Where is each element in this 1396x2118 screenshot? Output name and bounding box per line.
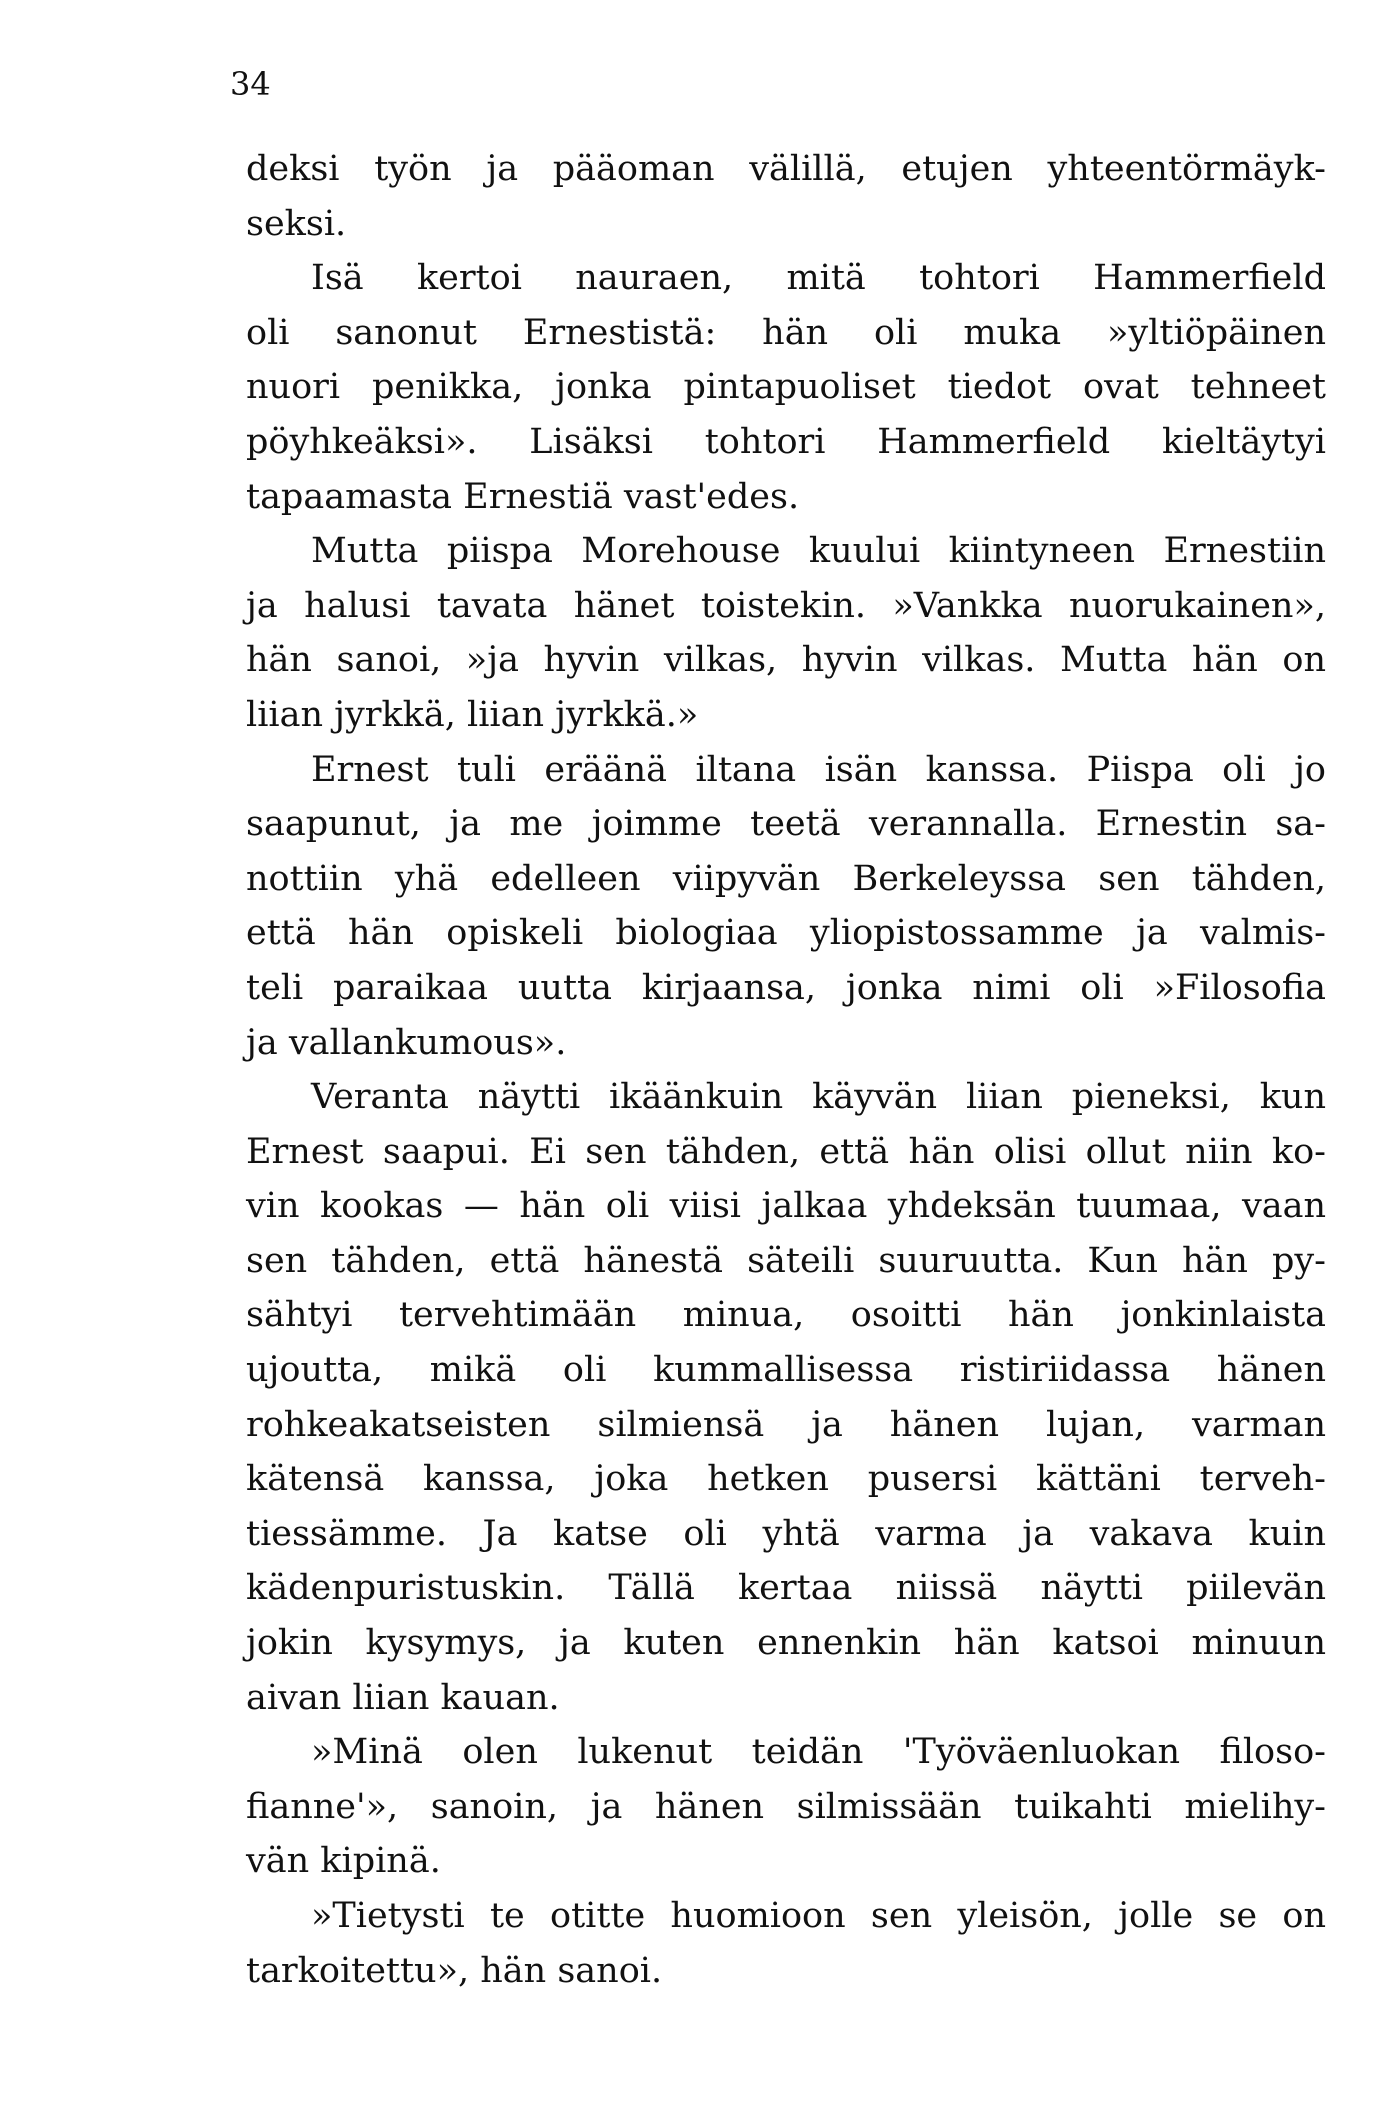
text-line: sähtyi tervehtimään minua, osoitti hän jonkinlaista <box>246 1295 1326 1336</box>
paragraph-3 <box>246 524 1326 742</box>
text-line: deksi työn ja pääoman välillä, etujen yhteentörmäyk- <box>246 149 1326 189</box>
text-line: seksi. <box>246 203 347 244</box>
text-line: vän kipinä. <box>246 1841 441 1882</box>
text-line: fianne'», sanoin, ja hänen silmissään tuikahti mielihy- <box>246 1786 1326 1827</box>
text-line: hän sanoi, »ja hyvin vilkas, hyvin vilkas. Mutta hän on <box>246 640 1326 681</box>
text-line: Ernest saapui. Ei sen tähden, että hän olisi ollut niin ko- <box>246 1131 1326 1172</box>
text-line: »Minä olen lukenut teidän 'Työväenluokan filoso- <box>311 1732 1326 1773</box>
text-line: tiessämme. Ja katse oli yhtä varma ja vakava kuin <box>246 1513 1326 1554</box>
text-line: nuori penikka, jonka pintapuoliset tiedot ovat tehneet <box>246 367 1326 408</box>
text-line: Veranta näytti ikäänkuin käyvän liian pieneksi, kun <box>311 1077 1326 1118</box>
paragraph-1 <box>246 142 1326 251</box>
text-line: saapunut, ja me joimme teetä verannalla. Ernestin sa- <box>246 804 1326 845</box>
text-line: ja halusi tavata hänet toistekin. »Vankka nuorukainen», <box>246 585 1326 626</box>
text-line: Ernest tuli eräänä iltana isän kanssa. Piispa oli jo <box>311 749 1326 790</box>
text-line: Isä kertoi nauraen, mitä tohtori Hammerfield <box>311 258 1326 299</box>
paragraph-7 <box>246 1889 1326 1998</box>
text-line: Mutta piispa Morehouse kuului kiintyneen Ernestiin <box>311 531 1326 572</box>
text-line: rohkeakatseisten silmiensä ja hänen lujan, varman <box>246 1404 1326 1445</box>
paragraph-6 <box>246 1725 1326 1889</box>
text-line: ujoutta, mikä oli kummallisessa ristiriidassa hänen <box>246 1350 1326 1391</box>
text-line: ja vallankumous». <box>246 1022 567 1063</box>
text-line: vin kookas — hän oli viisi jalkaa yhdeksän tuumaa, vaan <box>246 1186 1326 1227</box>
text-line: nottiin yhä edelleen viipyvän Berkeleyssa sen tähden, <box>246 858 1326 899</box>
text-line: jokin kysymys, ja kuten ennenkin hän katsoi minuun <box>246 1623 1326 1664</box>
body-text <box>246 142 1326 1998</box>
text-line: liian jyrkkä, liian jyrkkä.» <box>246 694 699 735</box>
text-line: kätensä kanssa, joka hetken pusersi kättäni terveh- <box>246 1459 1326 1500</box>
page-number: 34 <box>230 65 271 103</box>
paragraph-2 <box>246 251 1326 524</box>
text-line: tarkoitettu», hän sanoi. <box>246 1950 663 1991</box>
text-line: oli sanonut Ernestistä: hän oli muka »yltiöpäinen <box>246 312 1326 353</box>
text-line: pöyhkeäksi». Lisäksi tohtori Hammerfield kieltäytyi <box>246 421 1326 462</box>
text-line: kädenpuristuskin. Tällä kertaa niissä näytti piilevän <box>246 1568 1326 1609</box>
text-line: että hän opiskeli biologiaa yliopistossamme ja valmis- <box>246 913 1326 954</box>
text-line: aivan liian kauan. <box>246 1677 560 1718</box>
paragraph-5 <box>246 1070 1326 1725</box>
text-line: sen tähden, että hänestä säteili suuruutta. Kun hän py- <box>246 1240 1326 1281</box>
text-line: teli paraikaa uutta kirjaansa, jonka nimi oli »Filosofia <box>246 967 1326 1008</box>
paragraph-4 <box>246 743 1326 1071</box>
text-line: tapaamasta Ernestiä vast'edes. <box>246 476 800 517</box>
text-line: »Tietysti te otitte huomioon sen yleisön, jolle se on <box>311 1896 1326 1936</box>
